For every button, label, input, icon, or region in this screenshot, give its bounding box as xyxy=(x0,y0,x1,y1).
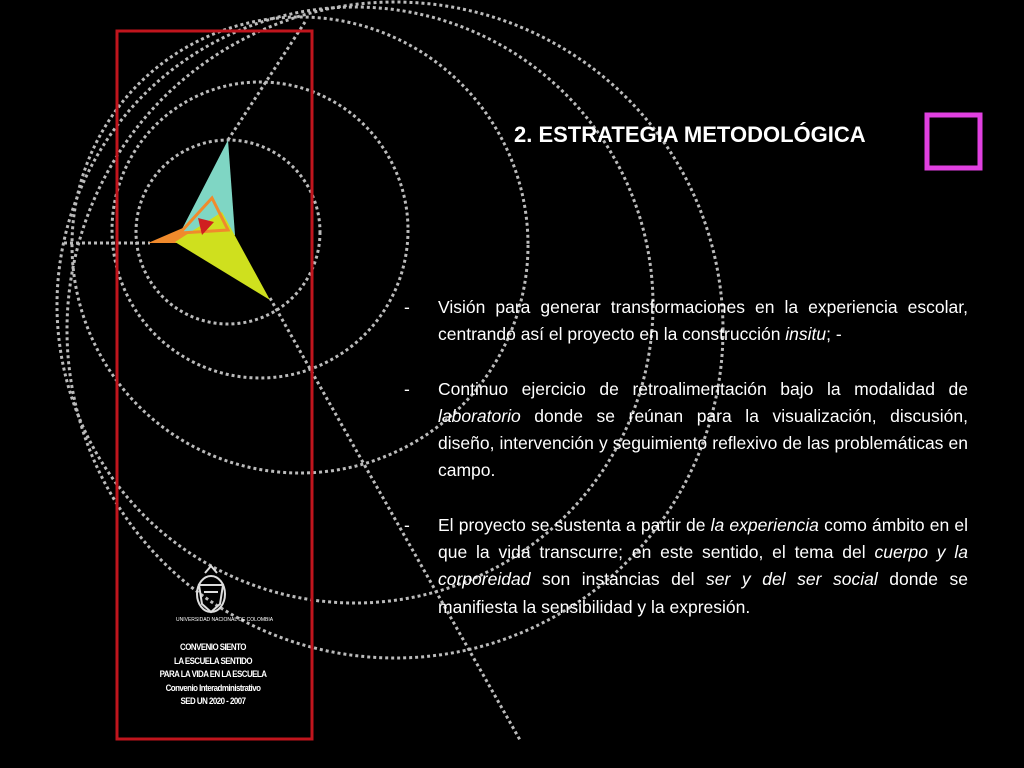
bullet-text: Visión para generar transformaciones en la experiencia escolar, centrando así el proyecto en la construcción insitu; - xyxy=(438,297,968,345)
bullet-item xyxy=(404,294,968,349)
logo-line: Convenio Interadministrativo xyxy=(165,682,261,693)
logo-line: SED UN 2020 - 2007 xyxy=(180,696,246,706)
bullet-marker: - xyxy=(404,297,410,317)
bullet-item xyxy=(404,512,968,621)
logo-line: CONVENIO SIENTO xyxy=(180,642,246,652)
bullet-text: El proyecto se sustenta a partir de la experiencia como ámbito en el que la vida transcurre; en este sentido, el tema del cuerpo y la corporeidad son instancias del ser y del ser social donde se manifiesta la sensibilidad y la expresión. xyxy=(438,514,969,617)
bullet-marker: - xyxy=(404,378,410,399)
logo-line: PARA LA VIDA EN LA ESCUELA xyxy=(159,669,267,679)
bullet-list xyxy=(404,294,968,648)
bullet-text: Continuo ejercicio de retroalimentación bajo la modalidad de laboratorio donde se reúnan para la visualización, discusión, diseño, intervención y seguimiento reflexivo de las problemáticas en campo. xyxy=(438,378,968,481)
dashed-circle-medium xyxy=(112,82,408,378)
logo-text-block xyxy=(140,641,286,709)
seal-icon xyxy=(197,566,225,612)
bullet-item xyxy=(404,376,968,485)
triangles-logo xyxy=(148,140,270,300)
slide-title: 2. ESTRATEGIA METODOLÓGICA xyxy=(514,122,866,147)
square-icon xyxy=(927,115,980,168)
seal-caption: UNIVERSIDAD NACIONAL DE COLOMBIA xyxy=(176,617,274,623)
bullet-marker: - xyxy=(404,514,410,535)
logo-line: LA ESCUELA SENTIDO xyxy=(174,655,252,666)
